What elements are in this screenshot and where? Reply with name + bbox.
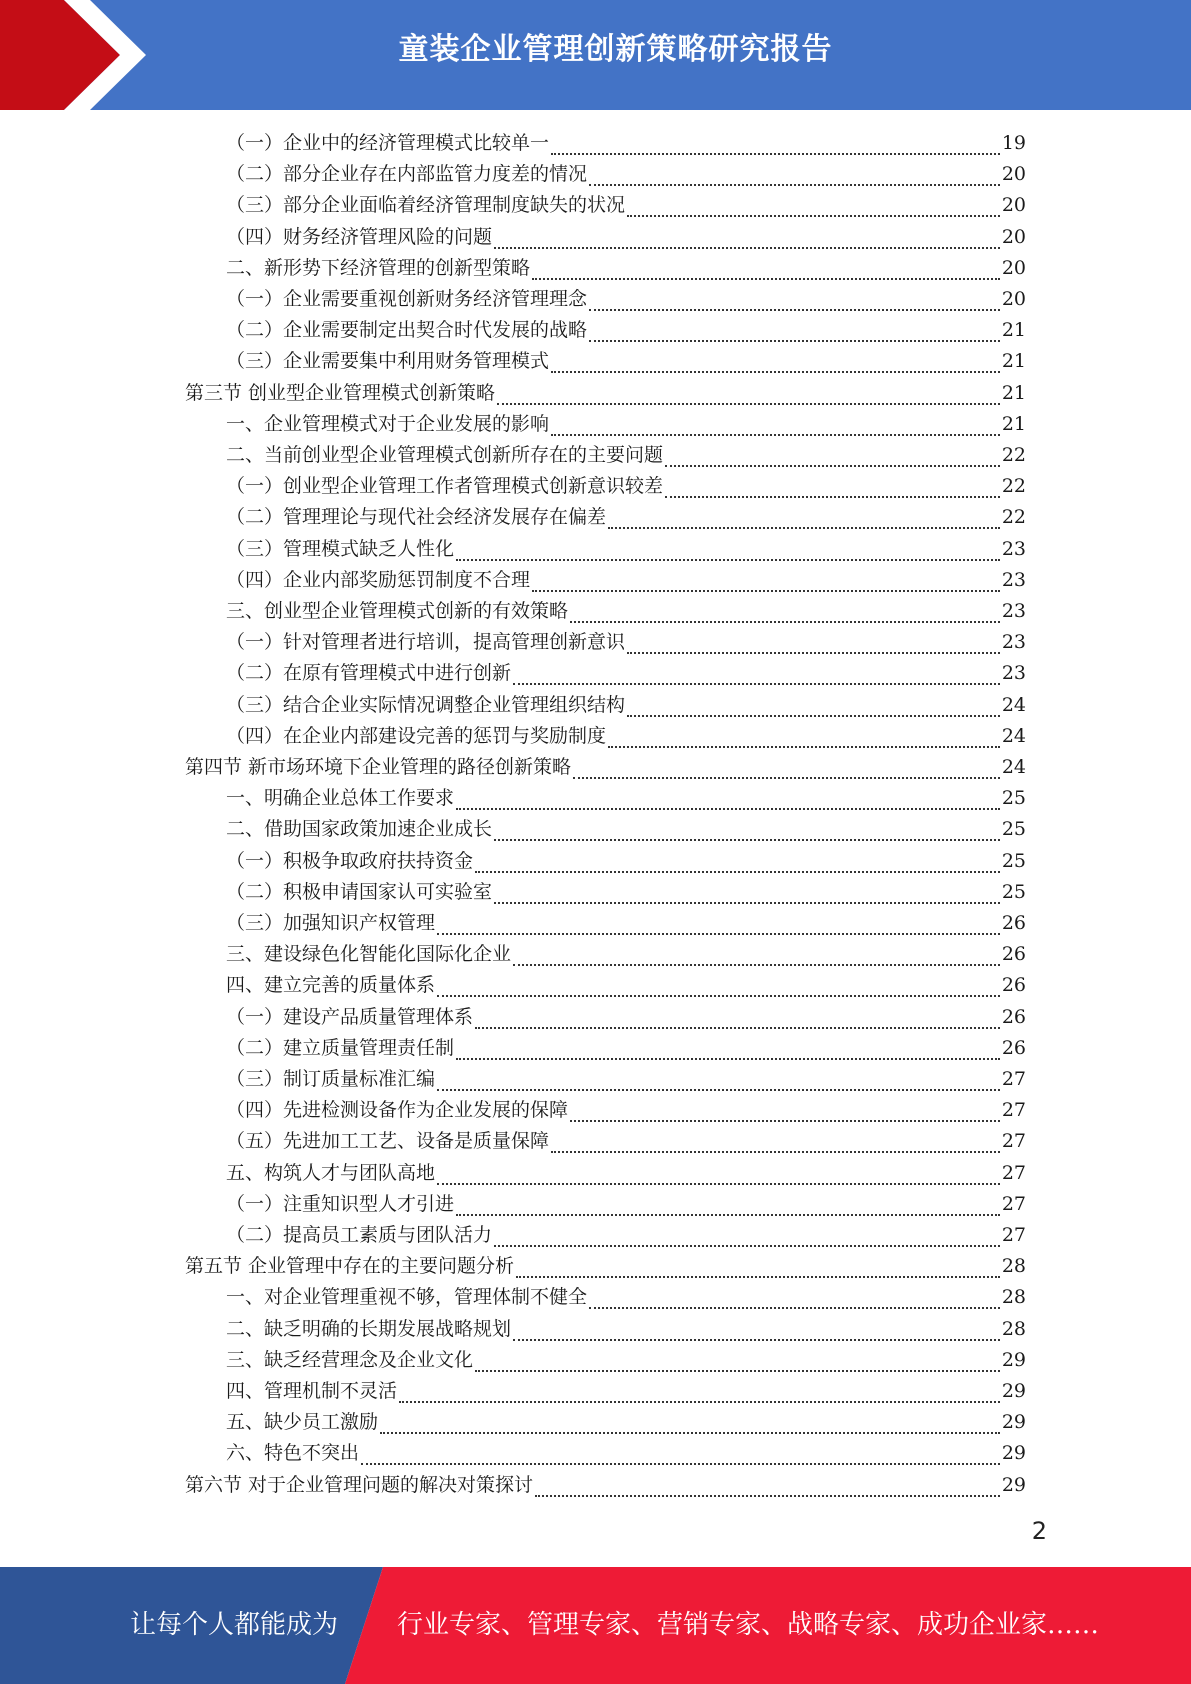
toc-entry-title: （二）建立质量管理责任制: [226, 1036, 455, 1059]
toc-entry-page: 28: [1001, 1317, 1026, 1340]
toc-entry-title: （二）企业需要制定出契合时代发展的战略: [226, 319, 588, 342]
toc-leader-dots: [437, 933, 1000, 935]
toc-leader-dots: [475, 1027, 1000, 1029]
toc-entry[interactable]: [226, 1282, 1026, 1313]
toc-entry-title: （三）管理模式缺乏人性化: [226, 537, 455, 560]
toc-entry[interactable]: [185, 1251, 1026, 1282]
toc-entry-title: 一、对企业管理重视不够，管理体制不健全: [226, 1286, 588, 1309]
toc-entry[interactable]: [226, 1002, 1026, 1033]
toc-entry[interactable]: [226, 877, 1026, 908]
toc-entry[interactable]: [226, 1158, 1026, 1189]
toc-entry[interactable]: [226, 1126, 1026, 1157]
toc-leader-dots: [456, 808, 1000, 810]
toc-entry[interactable]: [185, 378, 1026, 409]
toc-entry-title: （一）企业需要重视创新财务经济管理理念: [226, 288, 588, 310]
toc-entry[interactable]: [226, 814, 1026, 845]
toc-entry-page: 27: [1001, 1099, 1026, 1122]
toc-leader-dots: [456, 1214, 1000, 1216]
toc-leader-dots: [665, 465, 1000, 467]
toc-entry-page: 23: [1001, 537, 1026, 560]
toc-entry-title: （三）制订质量标准汇编: [226, 1068, 436, 1090]
toc-leader-dots: [456, 559, 1000, 561]
toc-leader-dots: [494, 902, 1000, 904]
toc-entry-title: （五）先进加工工艺、设备是质量保障: [226, 1130, 550, 1153]
toc-leader-dots: [551, 371, 1000, 373]
toc-entry[interactable]: [226, 939, 1026, 970]
toc-entry-page: 24: [1001, 756, 1026, 778]
toc-entry-page: 29: [1001, 1411, 1026, 1434]
toc-entry[interactable]: [226, 409, 1026, 440]
toc-leader-dots: [608, 746, 1000, 748]
toc-leader-dots: [475, 871, 1000, 873]
toc-entry-title: 第四节 新市场环境下企业管理的路径创新策略: [185, 756, 572, 778]
toc-entry-page: 25: [1001, 880, 1026, 903]
toc-entry-title: （四）企业内部奖励惩罚制度不合理: [226, 568, 531, 591]
toc-entry-page: 22: [1001, 444, 1026, 466]
footer-banner: [0, 1567, 1191, 1684]
toc-entry-page: 21: [1001, 319, 1026, 342]
toc-entry-title: 一、明确企业总体工作要求: [226, 787, 455, 810]
toc-entry-page: 21: [1001, 381, 1026, 404]
toc-leader-dots: [437, 1183, 1000, 1185]
toc-leader-dots: [437, 995, 1000, 997]
toc-leader-dots: [589, 340, 1000, 342]
toc-leader-dots: [570, 1120, 1000, 1122]
toc-leader-dots: [551, 1151, 1000, 1153]
toc-leader-dots: [361, 1463, 1000, 1465]
toc-entry-page: 23: [1001, 600, 1026, 622]
toc-entry[interactable]: [226, 970, 1026, 1001]
toc-leader-dots: [551, 434, 1000, 436]
page-title: 童装企业管理创新策略研究报告: [398, 32, 833, 67]
toc-leader-dots: [551, 153, 1000, 155]
toc-entry-title: （二）管理理论与现代社会经济发展存在偏差: [226, 506, 607, 529]
toc-entry[interactable]: [226, 1438, 1026, 1469]
toc-entry-page: 22: [1001, 475, 1026, 498]
toc-entry[interactable]: [226, 1033, 1026, 1064]
toc-leader-dots: [380, 1432, 1000, 1434]
toc-entry-title: 三、创业型企业管理模式创新的有效策略: [226, 600, 569, 622]
toc-leader-dots: [494, 1245, 1000, 1247]
toc-entry-title: 三、缺乏经营理念及企业文化: [226, 1348, 474, 1371]
toc-leader-dots: [627, 715, 1000, 717]
toc-entry[interactable]: [226, 627, 1026, 658]
toc-entry[interactable]: [185, 752, 1026, 783]
toc-entry-page: 28: [1001, 1286, 1026, 1309]
toc-leader-dots: [627, 652, 1000, 654]
toc-entry-page: 27: [1001, 1130, 1026, 1153]
toc-entry-page: 20: [1001, 194, 1026, 217]
toc-entry-page: 29: [1001, 1380, 1026, 1402]
toc-entry[interactable]: [226, 846, 1026, 877]
toc-entry[interactable]: [226, 783, 1026, 814]
toc-entry[interactable]: [226, 315, 1026, 346]
toc-entry-page: 26: [1001, 943, 1026, 966]
toc-entry[interactable]: [226, 534, 1026, 565]
toc-leader-dots: [399, 1401, 1000, 1403]
toc-entry[interactable]: [226, 471, 1026, 502]
toc-entry[interactable]: [226, 222, 1026, 253]
toc-entry-title: （一）注重知识型人才引进: [226, 1192, 455, 1215]
toc-leader-dots: [589, 309, 1000, 311]
toc-leader-dots: [494, 839, 1000, 841]
toc-entry-page: 20: [1001, 256, 1026, 279]
toc-leader-dots: [475, 1370, 1000, 1372]
toc-entry-title: （四）在企业内部建设完善的惩罚与奖励制度: [226, 724, 607, 747]
toc-leader-dots: [573, 777, 1000, 779]
toc-leader-dots: [516, 1276, 1000, 1278]
toc-entry[interactable]: [226, 658, 1026, 689]
toc-entry-page: 25: [1001, 849, 1026, 872]
toc-entry-title: 三、建设绿色化智能化国际化企业: [226, 943, 512, 966]
toc-entry-title: （四）先进检测设备作为企业发展的保障: [226, 1099, 569, 1122]
toc-entry-page: 26: [1001, 974, 1026, 997]
toc-entry[interactable]: [226, 159, 1026, 190]
toc-entry-page: 23: [1001, 568, 1026, 591]
toc-entry[interactable]: [226, 1064, 1026, 1095]
toc-entry-title: 二、缺乏明确的长期发展战略规划: [226, 1317, 512, 1340]
toc-entry-page: 24: [1001, 724, 1026, 747]
toc-entry-page: 20: [1001, 288, 1026, 310]
toc-leader-dots: [535, 1495, 1000, 1497]
toc-leader-dots: [497, 403, 1000, 405]
toc-entry[interactable]: [226, 1407, 1026, 1438]
toc-entry-title: 二、当前创业型企业管理模式创新所存在的主要问题: [226, 444, 664, 466]
toc-entry-title: 第六节 对于企业管理问题的解决对策探讨: [185, 1473, 534, 1496]
toc-entry-title: 一、企业管理模式对于企业发展的影响: [226, 412, 550, 435]
toc-leader-dots: [513, 683, 1000, 685]
footer-slogan-right: 行业专家、管理专家、营销专家、战略专家、成功企业家……: [397, 1610, 1100, 1640]
toc-entry-title: 五、缺少员工激励: [226, 1411, 379, 1434]
toc-entry-title: （一）积极争取政府扶持资金: [226, 849, 474, 872]
toc-entry[interactable]: [226, 908, 1026, 939]
toc-entry-title: 第五节 企业管理中存在的主要问题分析: [185, 1255, 515, 1278]
toc-entry-title: 五、构筑人才与团队高地: [226, 1161, 436, 1184]
toc-entry[interactable]: [226, 1220, 1026, 1251]
toc-entry-page: 25: [1001, 818, 1026, 841]
toc-leader-dots: [608, 527, 1000, 529]
toc-entry-title: 二、新形势下经济管理的创新型策略: [226, 256, 531, 279]
page-number: 2: [1031, 1517, 1047, 1545]
toc-entry[interactable]: [226, 128, 1026, 159]
toc-entry-title: 第三节 创业型企业管理模式创新策略: [185, 381, 496, 404]
toc-entry[interactable]: [226, 502, 1026, 533]
toc-entry-page: 25: [1001, 787, 1026, 810]
toc-entry-title: （一）建设产品质量管理体系: [226, 1005, 474, 1028]
toc-entry-page: 27: [1001, 1068, 1026, 1090]
toc-entry-page: 26: [1001, 1036, 1026, 1059]
toc-leader-dots: [589, 1307, 1000, 1309]
toc-entry[interactable]: [226, 253, 1026, 284]
toc-entry-title: （一）企业中的经济管理模式比较单一: [226, 132, 550, 154]
toc-entry-title: （二）部分企业存在内部监管力度差的情况: [226, 163, 588, 186]
toc-entry-title: （二）在原有管理模式中进行创新: [226, 662, 512, 685]
toc-entry-page: 23: [1001, 631, 1026, 654]
toc-entry-title: （三）企业需要集中利用财务管理模式: [226, 350, 550, 373]
toc-entry[interactable]: [226, 565, 1026, 596]
toc-entry-title: （一）针对管理者进行培训，提高管理创新意识: [226, 631, 626, 654]
toc-entry-page: 22: [1001, 506, 1026, 529]
toc-entry-title: （二）提高员工素质与团队活力: [226, 1224, 493, 1246]
toc-leader-dots: [532, 590, 1000, 592]
toc-leader-dots: [437, 1089, 1000, 1091]
toc-entry[interactable]: [185, 1470, 1026, 1501]
toc-leader-dots: [627, 215, 1000, 217]
toc-entry[interactable]: [226, 1376, 1026, 1407]
toc-entry-title: 四、管理机制不灵活: [226, 1380, 398, 1402]
toc-entry-page: 21: [1001, 350, 1026, 373]
toc-entry-title: （二）积极申请国家认可实验室: [226, 880, 493, 903]
toc-entry-title: （一）创业型企业管理工作者管理模式创新意识较差: [226, 475, 664, 498]
toc-entry[interactable]: [226, 596, 1026, 627]
toc-entry-page: 26: [1001, 912, 1026, 934]
toc-entry-title: 六、特色不突出: [226, 1442, 360, 1465]
toc-entry-page: 27: [1001, 1224, 1026, 1246]
toc-entry-page: 29: [1001, 1473, 1026, 1496]
toc-entry[interactable]: [226, 190, 1026, 221]
toc-entry-page: 20: [1001, 163, 1026, 186]
toc-leader-dots: [494, 247, 1000, 249]
toc-leader-dots: [570, 621, 1000, 623]
toc-leader-dots: [589, 184, 1000, 186]
toc-entry-page: 29: [1001, 1348, 1026, 1371]
toc-entry[interactable]: [226, 346, 1026, 377]
toc-entry[interactable]: [226, 284, 1026, 315]
toc-leader-dots: [665, 496, 1000, 498]
toc-entry-page: 19: [1001, 132, 1026, 154]
toc-leader-dots: [513, 1339, 1000, 1341]
toc-entry-page: 24: [1001, 693, 1026, 716]
toc-entry-title: 四、建立完善的质量体系: [226, 974, 436, 997]
toc-entry-title: （三）加强知识产权管理: [226, 912, 436, 934]
toc-entry-title: （三）结合企业实际情况调整企业管理组织结构: [226, 693, 626, 716]
toc-entry-page: 27: [1001, 1192, 1026, 1215]
toc-entry-page: 27: [1001, 1161, 1026, 1184]
toc-entry-page: 29: [1001, 1442, 1026, 1465]
footer-slogan-left: 让每个人都能成为: [130, 1610, 339, 1640]
toc-entry[interactable]: [226, 1314, 1026, 1345]
header-bar: [0, 0, 1191, 110]
toc-entry[interactable]: [226, 1095, 1026, 1126]
toc-entry-title: （三）部分企业面临着经济管理制度缺失的状况: [226, 194, 626, 217]
toc-entry-page: 26: [1001, 1005, 1026, 1028]
toc-entry-page: 21: [1001, 412, 1026, 435]
toc-leader-dots: [513, 964, 1000, 966]
toc-entry[interactable]: [226, 690, 1026, 721]
toc-entry-page: 20: [1001, 225, 1026, 248]
toc-entry-page: 28: [1001, 1255, 1026, 1278]
toc-leader-dots: [532, 278, 1000, 280]
toc-entry[interactable]: [226, 721, 1026, 752]
toc-entry-title: （四）财务经济管理风险的问题: [226, 225, 493, 248]
toc-entry[interactable]: [226, 440, 1026, 471]
toc-entry-title: 二、借助国家政策加速企业成长: [226, 818, 493, 841]
toc-entry-page: 23: [1001, 662, 1026, 685]
toc-entry[interactable]: [226, 1189, 1026, 1220]
toc-leader-dots: [456, 1058, 1000, 1060]
toc-entry[interactable]: [226, 1345, 1026, 1376]
